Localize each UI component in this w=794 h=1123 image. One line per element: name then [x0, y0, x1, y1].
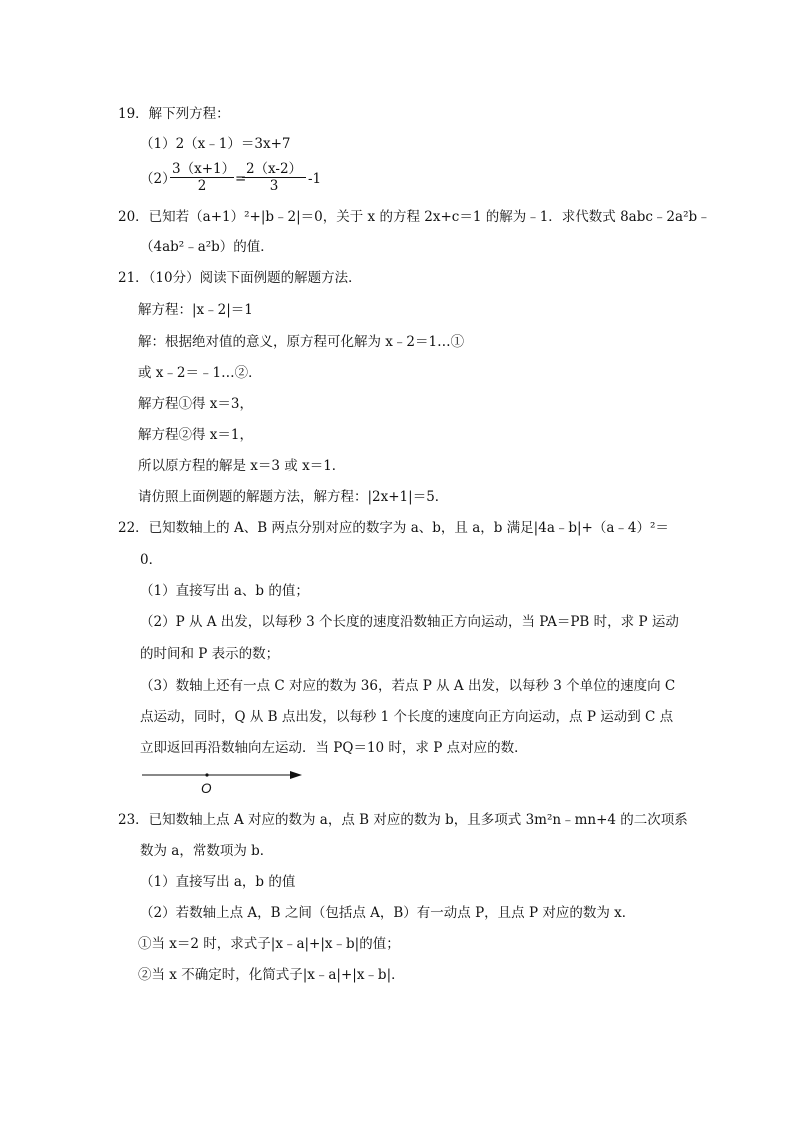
q22-part2-a: （2）P 从 A 出发，以每秒 3 个长度的速度沿数轴正方向运动，当 PA＝PB 时，求 P 运动	[140, 614, 679, 630]
q22-line1: 22．已知数轴上的 A、B 两点分别对应的数字为 a、b，且 a，b 满足|4a﹣b|+（a﹣4）²＝	[118, 520, 669, 536]
number-line-figure	[140, 768, 310, 782]
q22-part1: （1）直接写出 a、b 的值；	[140, 583, 309, 599]
q23-line2: 数为 a，常数项为 b．	[140, 843, 274, 859]
number-line-arrow-icon	[290, 771, 302, 779]
q21-line1: 解方程：|x﹣2|＝1	[138, 302, 253, 318]
q23-line1: 23．已知数轴上点 A 对应的数为 a，点 B 对应的数为 b，且多项式 3m²n﹣mn+4 的二次项系	[118, 812, 688, 828]
q21-line6: 所以原方程的解是 x＝3 或 x＝1．	[138, 458, 346, 474]
q23-sub1: ①当 x＝2 时，求式子|x﹣a|+|x﹣b|的值；	[138, 936, 400, 952]
q23-part1: （1）直接写出 a，b 的值	[140, 874, 296, 890]
q22-part3-a: （3）数轴上还有一点 C 对应的数为 36，若点 P 从 A 出发，以每秒 3 个单位的速度向 C	[140, 678, 676, 694]
q22-part3-c: 立即返回再沿数轴向左运动．当 PQ＝10 时，求 P 点对应的数．	[140, 740, 528, 756]
q19-fraction-2-numerator: 2（x-2）	[242, 161, 306, 178]
q21-stem: 21．（10分）阅读下面例题的解题方法．	[118, 270, 362, 286]
q20-line2: （4ab²﹣a²b）的值．	[140, 239, 274, 255]
q19-part1: （1）2（x﹣1）＝3x+7	[140, 136, 291, 152]
q19-part2-label: （2）	[140, 171, 176, 187]
q22-part2-b: 的时间和 P 表示的数；	[140, 646, 280, 662]
q22-part3-b: 点运动，同时，Q 从 B 点出发，以每秒 1 个长度的速度向正方向运动，点 P 运动到 C 点	[140, 709, 674, 725]
q20-line1: 20．已知若（a+1）²+|b﹣2|＝0，关于 x 的方程 2x+c＝1 的解为﹣1．求代数式 8abc﹣2a²b﹣	[118, 209, 711, 225]
q21-line4: 解方程①得 x＝3，	[138, 396, 253, 412]
q21-line5: 解方程②得 x＝1，	[138, 427, 253, 443]
q19-tail: -1	[308, 171, 322, 187]
q19-fraction-1	[170, 161, 234, 194]
number-line-origin-point	[205, 773, 208, 776]
q23-part2: （2）若数轴上点 A，B 之间（包括点 A，B）有一动点 P，且点 P 对应的数为 x．	[140, 905, 636, 921]
q19-fraction-2-denominator: 3	[269, 178, 279, 194]
q21-line3: 或 x﹣2＝﹣1…②．	[138, 365, 262, 381]
q19-fraction-2	[242, 161, 306, 194]
q19-fraction-1-denominator: 2	[197, 178, 207, 194]
q22-line2: 0．	[140, 552, 163, 568]
q23-sub2: ②当 x 不确定时，化简式子|x﹣a|+|x﹣b|．	[138, 967, 405, 983]
q19-fraction-1-numerator: 3（x+1）	[172, 161, 236, 177]
q21-line7: 请仿照上面例题的解题方法，解方程：|2x+1|＝5．	[138, 489, 449, 505]
q19-equals: =	[235, 171, 247, 187]
q19-stem: 19．解下列方程：	[118, 106, 230, 122]
q21-line2: 解：根据绝对值的意义，原方程可化解为 x﹣2＝1…①	[138, 334, 465, 350]
number-line-origin-label: O	[201, 781, 212, 796]
